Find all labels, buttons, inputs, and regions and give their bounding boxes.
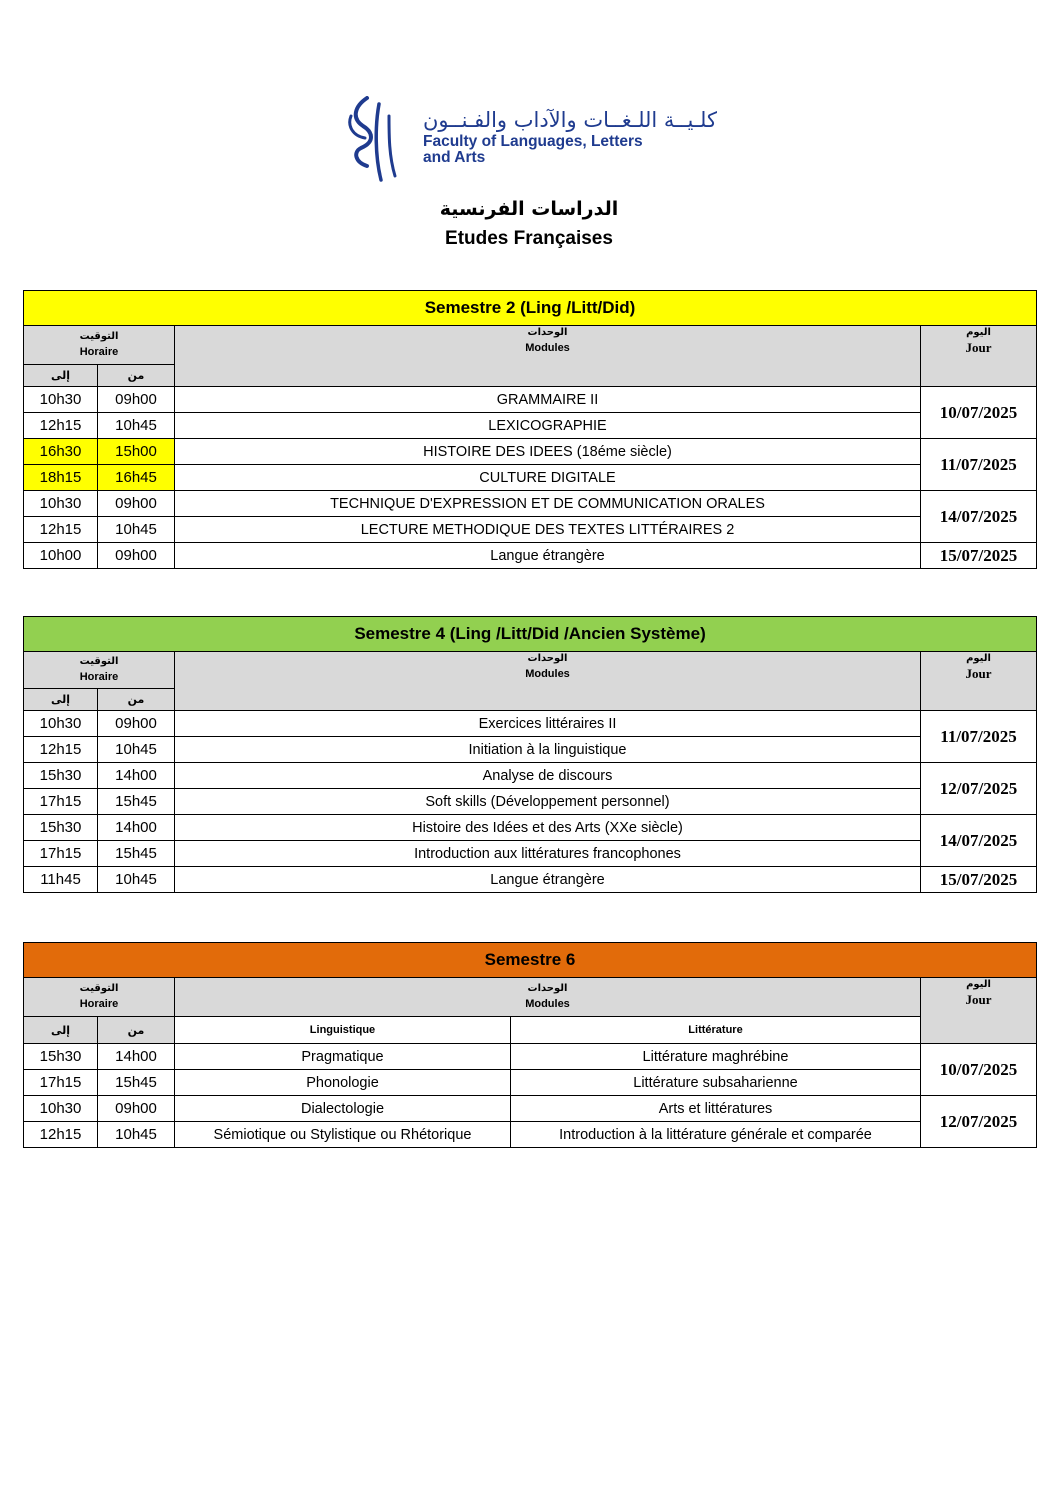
date-cell: 11/07/2025 [921,711,1037,763]
table-cell: 15h45 [98,841,175,867]
to-header: إلى [24,365,98,387]
table-cell: GRAMMAIRE II [175,387,921,413]
table-cell: Pragmatique [175,1044,511,1070]
table-row [24,413,1037,439]
table-cell: 10h45 [98,413,175,439]
table-cell: 09h00 [98,387,175,413]
table-cell: LEXICOGRAPHIE [175,413,921,439]
table-row [24,789,1037,815]
table-cell: 10h30 [24,387,98,413]
page-title-arabic: الدراسات الفرنسية [439,198,619,220]
table-cell: HISTOIRE DES IDEES (18éme siècle) [175,439,921,465]
table-cell: 10h45 [98,517,175,543]
table-cell: Littérature maghrébine [511,1044,921,1070]
table-cell: 09h00 [98,543,175,569]
table-cell: اليوم [966,327,991,338]
table-cell: Horaire [79,346,119,358]
sem6-table [23,942,1037,1148]
table-cell: 14h00 [98,763,175,789]
table-row [24,387,1037,413]
table-cell: Littérature subsaharienne [511,1070,921,1096]
table-cell: الوحدات [527,653,568,664]
table-cell: 15h30 [24,815,98,841]
table-cell: 15h45 [98,1070,175,1096]
table-cell: 12h15 [24,737,98,763]
table-cell: 17h15 [24,1070,98,1096]
from-header: من [98,689,175,711]
horaire-header [24,978,175,1017]
table-cell: 15h30 [24,763,98,789]
sem2-title: Semestre 2 (Ling /Litt/Did) [24,291,1037,326]
logo-mark-icon [345,96,415,184]
table-cell: 15h45 [98,789,175,815]
table-cell: Jour [965,666,992,681]
table-cell: Modules [525,998,570,1010]
table-cell: LECTURE METHODIQUE DES TEXTES LITTÉRAIRES 2 [175,517,921,543]
table-cell: 10h30 [24,491,98,517]
table-cell: 10h45 [98,1122,175,1148]
logo-en-line1: Faculty of Languages, Letters [423,133,643,150]
table-cell: Modules [525,342,570,354]
modules-header [175,978,921,1017]
table-cell: Initiation à la linguistique [175,737,921,763]
logo-english-text [423,134,643,166]
jour-header [921,978,1037,1044]
table-cell: 15h00 [98,439,175,465]
table-cell: الوحدات [527,983,568,994]
to-header: إلى [24,689,98,711]
to-header: إلى [24,1017,98,1044]
table-cell: اليوم [966,979,991,990]
table-cell: التوقيت [79,983,119,994]
table-cell: 15h30 [24,1044,98,1070]
table-cell: Horaire [79,998,119,1010]
table-cell: اليوم [966,653,991,664]
table-cell: 12h15 [24,1122,98,1148]
date-cell: 11/07/2025 [921,439,1037,491]
table-row [24,711,1037,737]
table-cell: الوحدات [527,327,568,338]
date-cell: 12/07/2025 [921,1096,1037,1148]
table-row [24,763,1037,789]
table-cell: Exercices littéraires II [175,711,921,737]
table-row [24,439,1037,465]
table-row [24,517,1037,543]
faculty-logo [345,96,725,184]
modules-header [175,652,921,711]
table-cell: 17h15 [24,841,98,867]
table-cell: 11h45 [24,867,98,893]
from-header: من [98,1017,175,1044]
table-row [24,1070,1037,1096]
table-cell: Introduction aux littératures francophones [175,841,921,867]
jour-header [921,652,1037,711]
logo-arabic-text: كلـيــة اللـغــات والآداب والفـنــون [423,108,717,132]
table-cell: Phonologie [175,1070,511,1096]
date-cell: 10/07/2025 [921,1044,1037,1096]
table-cell: 17h15 [24,789,98,815]
table-row [24,841,1037,867]
table-cell: التوقيت [79,656,119,667]
table-cell: Analyse de discours [175,763,921,789]
linguistique-header: Linguistique [175,1017,511,1044]
date-cell: 15/07/2025 [921,543,1037,569]
table-cell: Jour [965,340,992,355]
date-cell: 10/07/2025 [921,387,1037,439]
table-cell: 14h00 [98,815,175,841]
table-row [24,1096,1037,1122]
horaire-header [24,652,175,689]
table-cell: 14h00 [98,1044,175,1070]
logo-en-line2: and Arts [423,149,486,166]
date-cell: 14/07/2025 [921,815,1037,867]
date-cell: 12/07/2025 [921,763,1037,815]
table-cell: التوقيت [79,331,119,342]
sem2-table [23,290,1037,569]
table-row [24,867,1037,893]
table-cell: 10h00 [24,543,98,569]
table-cell: Horaire [79,671,119,683]
page-title-french: Etudes Françaises [445,228,613,249]
table-cell: Arts et littératures [511,1096,921,1122]
table-cell: Sémiotique ou Stylistique ou Rhétorique [175,1122,511,1148]
modules-header [175,326,921,387]
table-row [24,491,1037,517]
table-cell: 10h45 [98,867,175,893]
table-cell: Langue étrangère [175,543,921,569]
table-cell: 10h30 [24,711,98,737]
sem4-table [23,616,1037,893]
table-cell: 12h15 [24,517,98,543]
horaire-header [24,326,175,365]
table-cell: Soft skills (Développement personnel) [175,789,921,815]
table-row [24,1044,1037,1070]
sem6-title: Semestre 6 [24,943,1037,978]
table-row [24,465,1037,491]
table-cell: Introduction à la littérature générale et comparée [511,1122,921,1148]
table-cell: TECHNIQUE D'EXPRESSION ET DE COMMUNICATION ORALES [175,491,921,517]
table-cell: Jour [965,992,992,1007]
table-cell: Dialectologie [175,1096,511,1122]
table-cell: 09h00 [98,711,175,737]
sem4-title: Semestre 4 (Ling /Litt/Did /Ancien Système) [24,617,1037,652]
table-cell: 09h00 [98,491,175,517]
table-cell: 16h45 [98,465,175,491]
date-cell: 15/07/2025 [921,867,1037,893]
table-cell: 10h30 [24,1096,98,1122]
table-row [24,737,1037,763]
from-header: من [98,365,175,387]
table-cell: Histoire des Idées et des Arts (XXe siècle) [175,815,921,841]
table-cell: 16h30 [24,439,98,465]
table-cell: Langue étrangère [175,867,921,893]
table-cell: 09h00 [98,1096,175,1122]
table-cell: 18h15 [24,465,98,491]
table-row [24,815,1037,841]
table-cell: CULTURE DIGITALE [175,465,921,491]
table-cell: 12h15 [24,413,98,439]
table-cell: Modules [525,668,570,680]
litterature-header: Littérature [511,1017,921,1044]
table-row [24,1122,1037,1148]
table-cell: 10h45 [98,737,175,763]
jour-header [921,326,1037,387]
date-cell: 14/07/2025 [921,491,1037,543]
table-row [24,543,1037,569]
